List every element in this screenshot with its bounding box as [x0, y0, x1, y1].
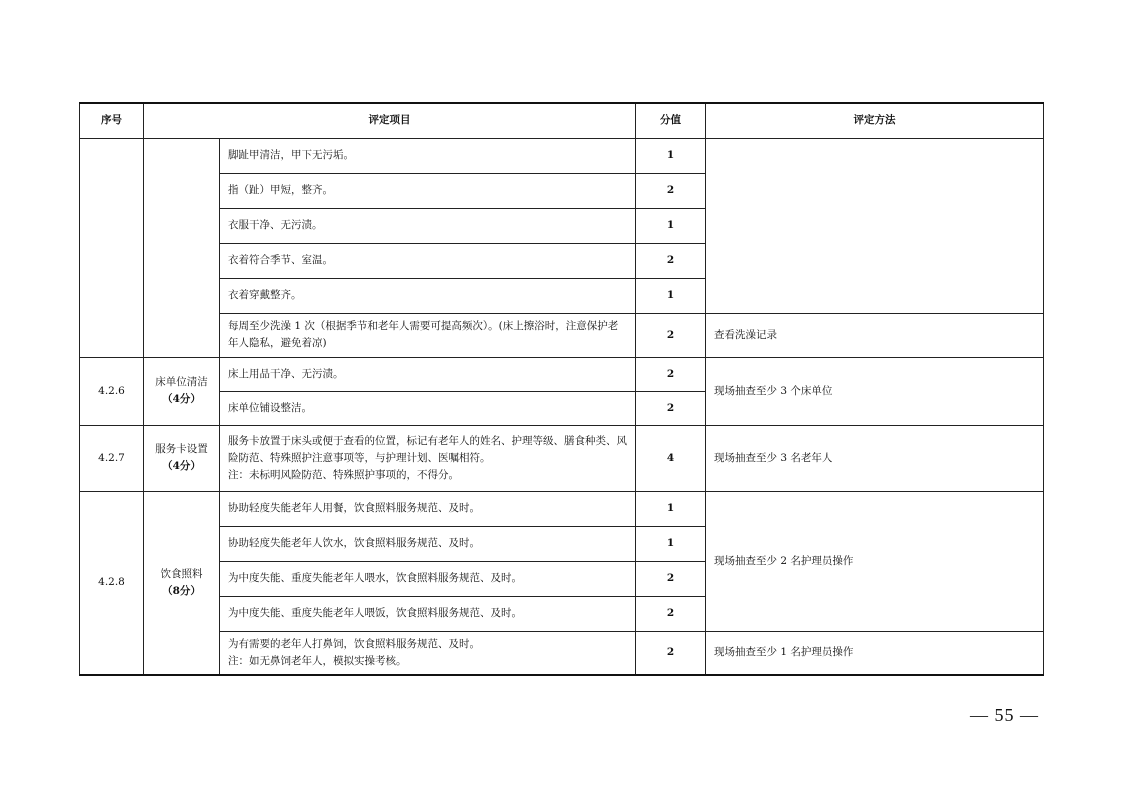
category-points: （4分） [162, 393, 201, 405]
score-cell: 2 [636, 391, 706, 425]
item-cell [220, 425, 636, 491]
score-cell: 1 [636, 526, 706, 561]
item-cell: 床上用品干净、无污渍。 [220, 357, 636, 391]
item-cell: 衣着符合季节、室温。 [220, 243, 636, 278]
category-cell [144, 357, 220, 425]
category-cell [144, 491, 220, 675]
category-points: （8分） [162, 584, 201, 597]
seq-cell: 4.2.8 [80, 491, 144, 675]
score-cell: 2 [636, 313, 706, 357]
score-cell: 2 [636, 561, 706, 596]
header-method: 评定方法 [706, 103, 1044, 138]
method-cell: 现场抽查至少 2 名护理员操作 [706, 491, 1044, 631]
item-cell: 每周至少洗澡 1 次（根据季节和老年人需要可提高频次）。(床上擦浴时，注意保护老年人隐私，避免着凉) [220, 313, 636, 357]
score-cell: 2 [636, 173, 706, 208]
table-row [80, 631, 1044, 675]
score-cell: 2 [636, 631, 706, 675]
header-score: 分值 [636, 103, 706, 138]
category-name: 服务卡设置 [155, 443, 208, 455]
score-cell: 4 [636, 425, 706, 491]
category-name: 床单位清洁 [155, 376, 208, 388]
table-row [80, 313, 1044, 357]
item-cell: 床单位铺设整洁。 [220, 391, 636, 425]
evaluation-table [79, 102, 1044, 676]
header-item: 评定项目 [144, 103, 636, 138]
seq-cell: 4.2.6 [80, 357, 144, 425]
item-text: 服务卡放置于床头或便于查看的位置，标记有老年人的姓名、护理等级、膳食种类、风险防范、特殊照护注意事项等，与护理计划、医嘱相符。 [228, 434, 627, 464]
method-cell: 现场抽查至少 1 名护理员操作 [706, 631, 1044, 675]
table-header-row [80, 103, 1044, 138]
method-cell: 现场抽查至少 3 名老年人 [706, 425, 1044, 491]
table-row [80, 138, 1044, 173]
table-row [80, 357, 1044, 391]
item-note: 注：如无鼻饲老年人，模拟实操考核。 [228, 654, 407, 667]
item-text: 为有需要的老年人打鼻饲，饮食照料服务规范、及时。 [228, 637, 480, 650]
item-cell [220, 631, 636, 675]
score-cell: 2 [636, 357, 706, 391]
method-cell: 查看洗澡记录 [706, 313, 1044, 357]
method-cell: 现场抽查至少 3 个床单位 [706, 357, 1044, 425]
item-cell: 衣着穿戴整齐。 [220, 278, 636, 313]
category-cell-continued [144, 138, 220, 357]
score-cell: 1 [636, 278, 706, 313]
page-number: — 55 — [970, 705, 1039, 725]
item-note: 注：未标明风险防范、特殊照护事项的，不得分。 [228, 468, 459, 481]
header-seq: 序号 [80, 103, 144, 138]
score-cell: 1 [636, 138, 706, 173]
score-cell: 1 [636, 491, 706, 526]
item-cell: 协助轻度失能老年人用餐，饮食照料服务规范、及时。 [220, 491, 636, 526]
method-cell-empty [706, 138, 1044, 313]
seq-cell: 4.2.7 [80, 425, 144, 491]
item-cell: 为中度失能、重度失能老年人喂饭，饮食照料服务规范、及时。 [220, 596, 636, 631]
item-cell: 协助轻度失能老年人饮水，饮食照料服务规范、及时。 [220, 526, 636, 561]
item-cell: 指（趾）甲短，整齐。 [220, 173, 636, 208]
score-cell: 1 [636, 208, 706, 243]
table-row [80, 491, 1044, 526]
category-cell [144, 425, 220, 491]
category-name: 饮食照料 [160, 567, 203, 580]
score-cell: 2 [636, 243, 706, 278]
table-row [80, 425, 1044, 491]
seq-cell-continued [80, 138, 144, 357]
item-cell: 衣服干净、无污渍。 [220, 208, 636, 243]
category-points: （4分） [162, 460, 201, 472]
item-cell: 脚趾甲清洁，甲下无污垢。 [220, 138, 636, 173]
score-cell: 2 [636, 596, 706, 631]
item-cell: 为中度失能、重度失能老年人喂水，饮食照料服务规范、及时。 [220, 561, 636, 596]
